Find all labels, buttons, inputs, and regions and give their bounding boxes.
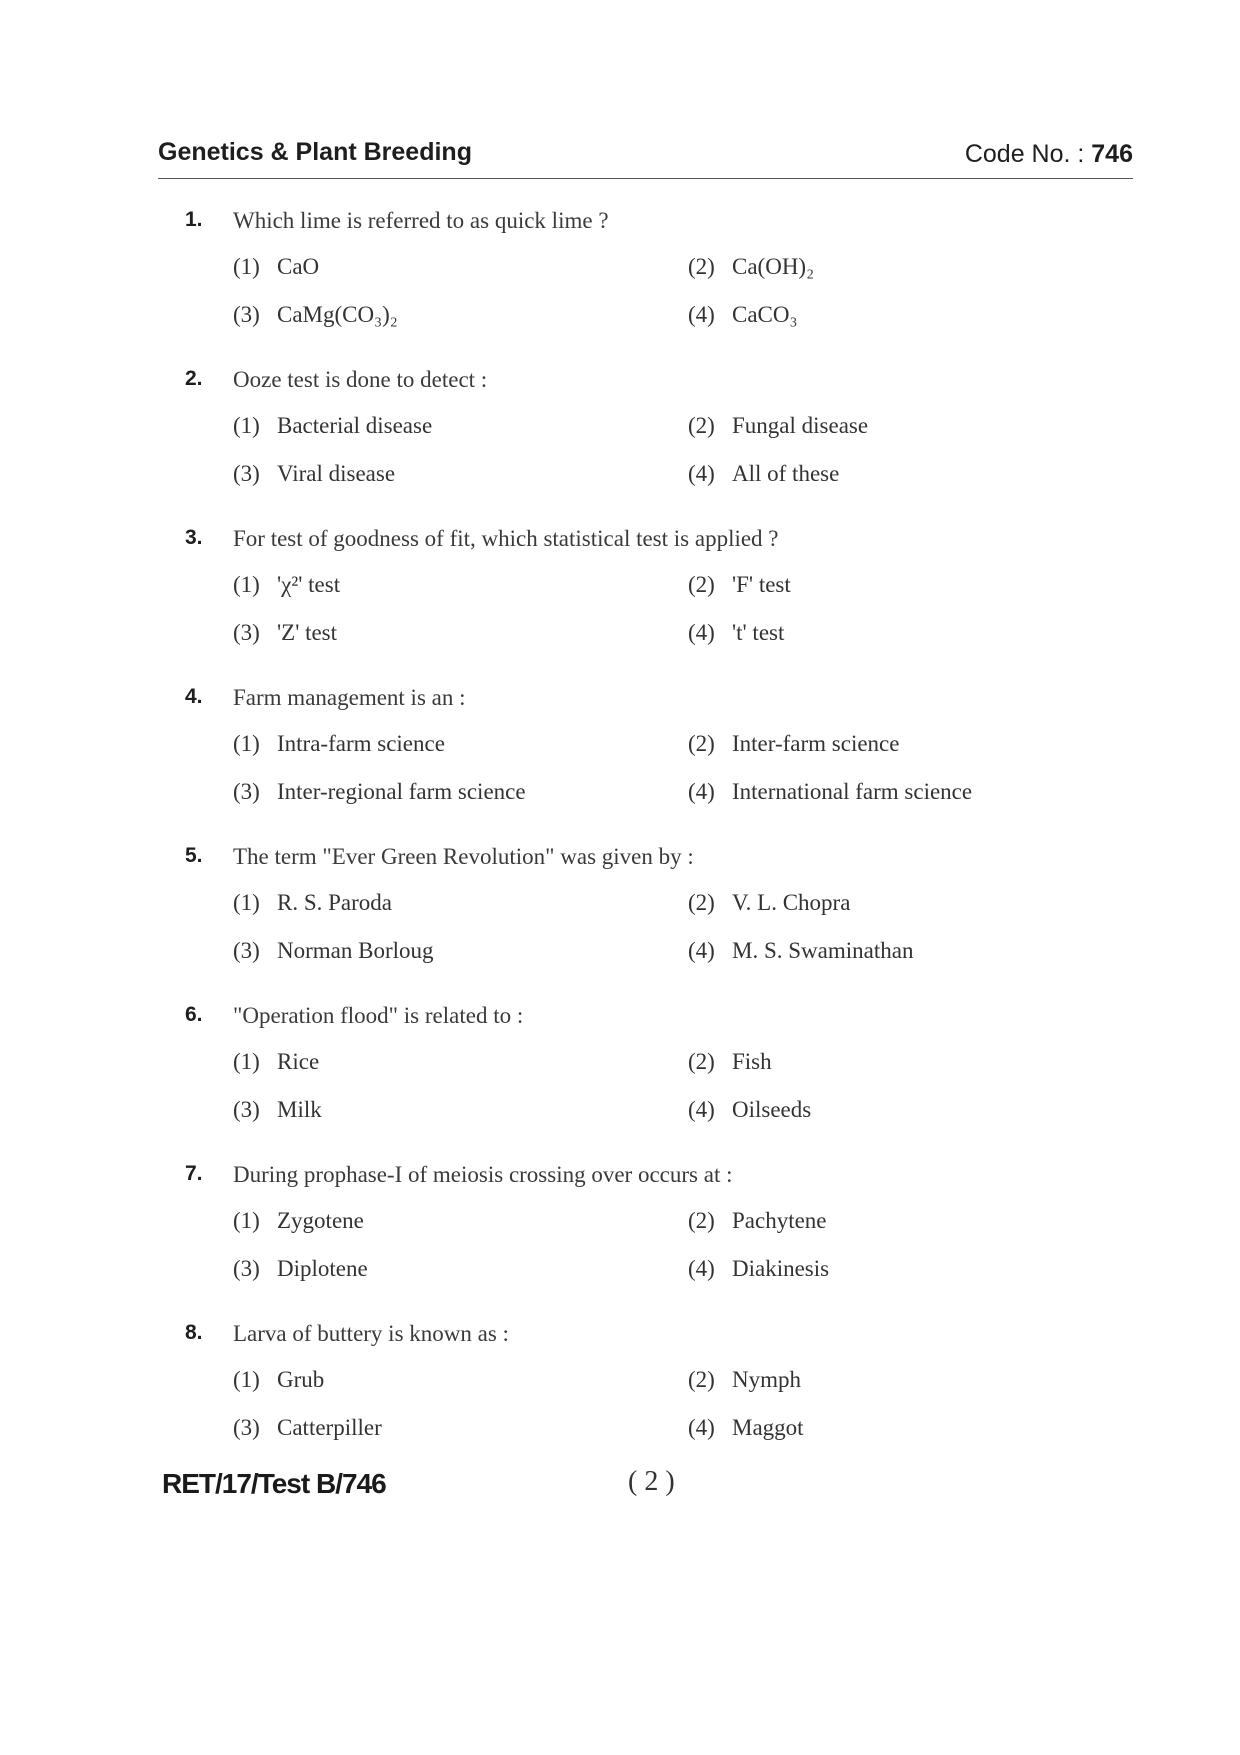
- option-number: (1): [233, 1208, 260, 1233]
- option-4: [688, 938, 913, 964]
- page-header: [158, 138, 1133, 179]
- question-text: Ooze test is done to detect :: [233, 367, 488, 392]
- option-text: Inter-farm science: [732, 731, 900, 756]
- option-text: 'Z' test: [277, 620, 338, 645]
- option-text: Pachytene: [732, 1208, 827, 1233]
- option-3: [233, 620, 337, 646]
- question-number: 7.: [185, 1162, 203, 1185]
- option-text: Catterpiller: [277, 1415, 382, 1440]
- option-number: (4): [688, 302, 715, 327]
- question-text: For test of goodness of fit, which statistical test is applied ?: [233, 526, 779, 551]
- option-4: [688, 1415, 804, 1441]
- option-2: [688, 572, 791, 598]
- option-text: V. L. Chopra: [732, 890, 851, 915]
- test-code: RET/17/Test B/746: [162, 1468, 386, 1499]
- code-value: 746: [1091, 140, 1133, 168]
- question-text: Larva of buttery is known as :: [233, 1321, 509, 1346]
- question-text: Farm management is an :: [233, 685, 466, 710]
- option-text: Maggot: [732, 1415, 804, 1440]
- option-text: Rice: [277, 1049, 320, 1074]
- question-text: The term "Ever Green Revolution" was given by :: [233, 844, 694, 869]
- option-number: (2): [688, 413, 715, 438]
- option-text: Nymph: [732, 1367, 801, 1392]
- option-2: [688, 1208, 827, 1234]
- option-number: (4): [688, 938, 715, 963]
- option-2: [688, 254, 814, 280]
- option-text: R. S. Paroda: [277, 890, 392, 915]
- question-6: [185, 1003, 1135, 1162]
- option-text: 't' test: [732, 620, 785, 645]
- option-number: (4): [688, 1256, 715, 1281]
- option-1: [233, 1208, 364, 1234]
- option-1: [233, 890, 392, 916]
- option-number: (3): [233, 461, 260, 486]
- option-4: [688, 1097, 811, 1123]
- option-number: (3): [233, 938, 260, 963]
- option-text: Inter-regional farm science: [277, 779, 526, 804]
- question-number: 5.: [185, 844, 203, 867]
- option-number: (3): [233, 620, 260, 645]
- option-number: (1): [233, 1049, 260, 1074]
- option-text: CaCO₃: [732, 302, 798, 327]
- page-number: ( 2 ): [628, 1466, 675, 1497]
- option-number: (1): [233, 254, 260, 279]
- option-2: [688, 1367, 801, 1393]
- option-number: (4): [688, 620, 715, 645]
- question-4: [185, 685, 1135, 844]
- option-number: (4): [688, 1415, 715, 1440]
- option-3: [233, 1097, 322, 1123]
- option-number: (4): [688, 461, 715, 486]
- option-number: (3): [233, 302, 260, 327]
- option-number: (4): [688, 779, 715, 804]
- option-number: (2): [688, 254, 715, 279]
- option-text: Diakinesis: [732, 1256, 830, 1281]
- question-7: [185, 1162, 1135, 1321]
- option-3: [233, 1415, 382, 1441]
- option-text: Grub: [277, 1367, 325, 1392]
- option-number: (3): [233, 1256, 260, 1281]
- question-number: 3.: [185, 526, 203, 549]
- option-4: [688, 779, 972, 805]
- option-number: (2): [688, 731, 715, 756]
- option-text: Zygotene: [277, 1208, 364, 1233]
- question-text: "Operation flood" is related to :: [233, 1003, 524, 1028]
- option-number: (1): [233, 890, 260, 915]
- option-text: 'F' test: [732, 572, 791, 597]
- option-text: Viral disease: [277, 461, 396, 486]
- option-1: [233, 413, 432, 439]
- option-text: Norman Borloug: [277, 938, 434, 963]
- option-text: Oilseeds: [732, 1097, 812, 1122]
- question-list: [185, 208, 1135, 1480]
- option-number: (1): [233, 413, 260, 438]
- option-4: [688, 620, 784, 646]
- option-3: [233, 1256, 368, 1282]
- option-4: [688, 461, 839, 487]
- question-2: [185, 367, 1135, 526]
- option-1: [233, 1367, 324, 1393]
- option-number: (4): [688, 1097, 715, 1122]
- option-text: Diplotene: [277, 1256, 368, 1281]
- question-5: [185, 844, 1135, 1003]
- option-3: [233, 938, 434, 964]
- code-label: Code No. :: [964, 140, 1092, 168]
- option-number: (1): [233, 731, 260, 756]
- question-number: 4.: [185, 685, 203, 708]
- question-number: 2.: [185, 367, 203, 390]
- option-number: (3): [233, 1415, 260, 1440]
- option-number: (2): [688, 1367, 715, 1392]
- subject-title: Genetics & Plant Breeding: [158, 138, 472, 166]
- question-8: [185, 1321, 1135, 1480]
- option-text: CaO: [277, 254, 320, 279]
- option-3: [233, 302, 398, 328]
- option-2: [688, 1049, 772, 1075]
- question-number: 8.: [185, 1321, 203, 1344]
- question-text: During prophase-I of meiosis crossing over occurs at :: [233, 1162, 733, 1187]
- option-4: [688, 1256, 829, 1282]
- option-text: Milk: [277, 1097, 322, 1122]
- option-text: Bacterial disease: [277, 413, 433, 438]
- option-4: [688, 302, 798, 328]
- question-3: [185, 526, 1135, 685]
- question-number: 6.: [185, 1003, 203, 1026]
- option-text: Fish: [732, 1049, 772, 1074]
- question-number: 1.: [185, 208, 203, 231]
- option-text: Intra-farm science: [277, 731, 445, 756]
- option-number: (1): [233, 1367, 260, 1392]
- option-text: Ca(OH)₂: [732, 254, 815, 279]
- option-3: [233, 461, 395, 487]
- option-number: (2): [688, 1208, 715, 1233]
- option-text: All of these: [732, 461, 840, 486]
- option-2: [688, 731, 899, 757]
- option-number: (2): [688, 1049, 715, 1074]
- option-1: [233, 731, 445, 757]
- option-number: (2): [688, 890, 715, 915]
- option-text: Fungal disease: [732, 413, 869, 438]
- option-1: [233, 254, 319, 280]
- question-1: [185, 208, 1135, 367]
- option-number: (3): [233, 779, 260, 804]
- option-number: (3): [233, 1097, 260, 1122]
- option-number: (2): [688, 572, 715, 597]
- code-number: [965, 140, 1133, 169]
- option-number: (1): [233, 572, 260, 597]
- question-text: Which lime is referred to as quick lime ?: [233, 208, 609, 233]
- option-2: [688, 413, 868, 439]
- option-text: M. S. Swaminathan: [732, 938, 914, 963]
- option-1: [233, 1049, 319, 1075]
- option-text: CaMg(CO₃)₂: [277, 302, 398, 327]
- option-text: International farm science: [732, 779, 973, 804]
- option-1: [233, 572, 340, 598]
- option-2: [688, 890, 850, 916]
- option-text: 'χ²' test: [277, 572, 341, 597]
- option-3: [233, 779, 526, 805]
